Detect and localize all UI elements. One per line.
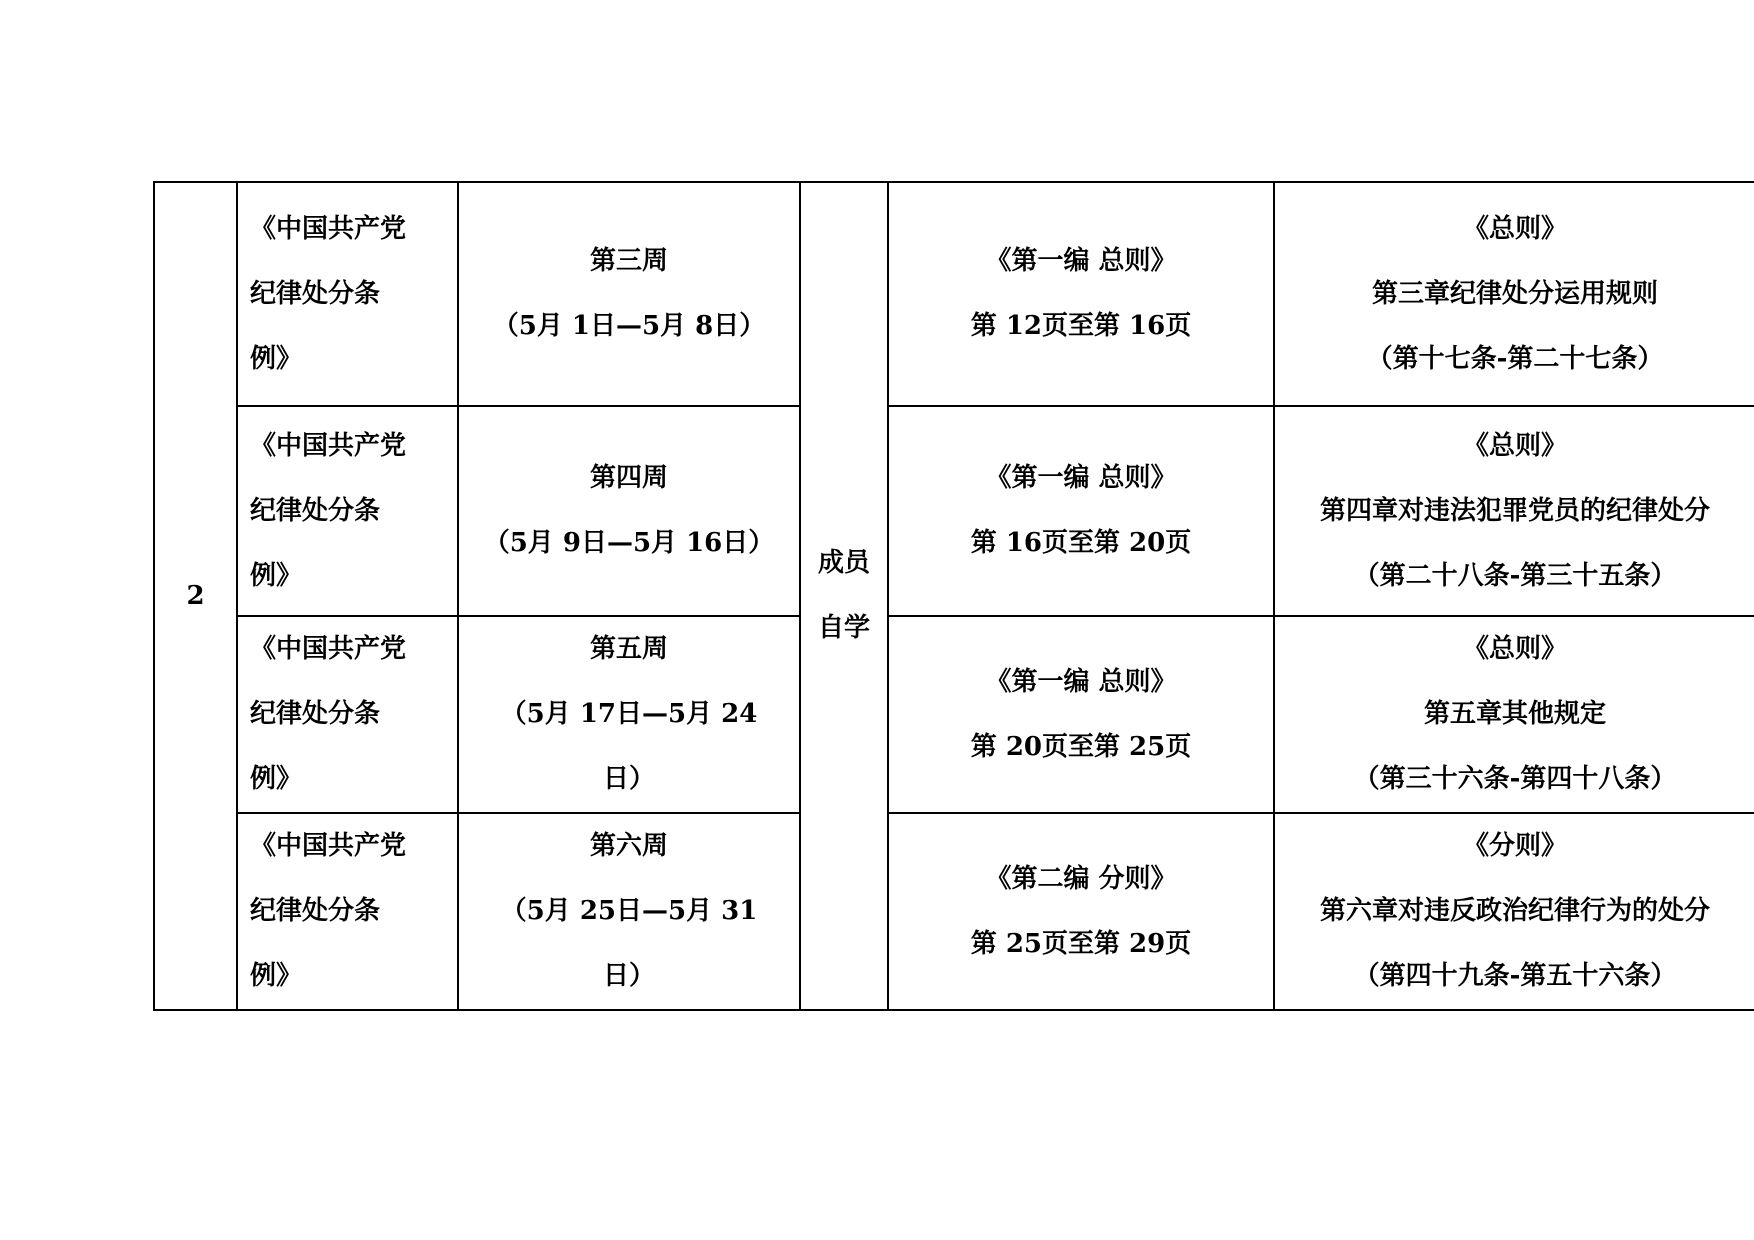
chapter-title: 第五章其他规定 [1423, 699, 1606, 729]
part-title: 《总则》 [1462, 213, 1567, 244]
date-range-line: 日） [602, 764, 655, 794]
book-title-cell [237, 813, 458, 1010]
part-title: 《分则》 [1462, 831, 1567, 861]
book-title-line: 纪律处分条 [250, 699, 381, 729]
table-row [154, 813, 1754, 1010]
page-range: 第 12页至第 16页 [970, 311, 1192, 341]
book-title-line: 《中国共产党 [250, 634, 407, 664]
section-cell [888, 813, 1274, 1010]
table-row [154, 182, 1754, 406]
table-row [154, 406, 1754, 616]
page-range: 第 25页至第 29页 [970, 928, 1192, 959]
section-title: 《第一编 总则》 [985, 666, 1177, 697]
section-title: 《第一编 总则》 [985, 463, 1177, 493]
date-range-line: （5月 17日—5月 24 [500, 699, 758, 729]
book-title-line: 纪律处分条 [250, 278, 381, 309]
week-cell [458, 616, 800, 813]
week-label: 第五周 [589, 634, 668, 664]
book-title-line: 纪律处分条 [250, 896, 381, 926]
book-title-cell [237, 616, 458, 813]
study-schedule-table [153, 181, 1754, 1011]
part-title: 《总则》 [1462, 430, 1567, 461]
section-cell [888, 406, 1274, 616]
book-title-line: 例》 [250, 764, 303, 794]
book-title-line: 《中国共产党 [250, 831, 407, 861]
section-title: 《第一编 总则》 [985, 246, 1177, 276]
article-range: （第三十六条-第四十八条） [1353, 764, 1677, 794]
book-title-line: 《中国共产党 [250, 430, 407, 461]
week-cell [458, 406, 800, 616]
study-method-line: 自学 [817, 613, 870, 643]
section-title: 《第二编 分则》 [985, 863, 1177, 894]
study-method-line: 成员 [817, 548, 870, 578]
week-cell [458, 182, 800, 406]
book-title-line: 例》 [250, 961, 303, 991]
sequence-number: 2 [186, 580, 205, 611]
chapter-cell [1274, 182, 1754, 406]
page-range: 第 20页至第 25页 [970, 731, 1192, 762]
book-title-line: 纪律处分条 [250, 495, 381, 526]
book-title-line: 例》 [250, 343, 303, 374]
article-range: （第十七条-第二十七条） [1366, 343, 1664, 374]
book-title-line: 《中国共产党 [250, 213, 407, 244]
week-cell [458, 813, 800, 1010]
table-row [154, 616, 1754, 813]
date-range-line: （5月 25日—5月 31 [500, 896, 758, 926]
section-cell [888, 616, 1274, 813]
chapter-title: 第四章对违法犯罪党员的纪律处分 [1319, 495, 1710, 526]
date-range: （5月 9日—5月 16日） [483, 528, 775, 558]
week-label: 第六周 [589, 831, 668, 861]
chapter-cell [1274, 813, 1754, 1010]
article-range: （第二十八条-第三十五条） [1353, 560, 1677, 591]
chapter-title: 第六章对违反政治纪律行为的处分 [1319, 896, 1710, 926]
book-title-cell [237, 182, 458, 406]
sequence-number-cell [154, 182, 237, 1010]
chapter-cell [1274, 406, 1754, 616]
week-label: 第四周 [589, 463, 668, 493]
date-range-line: 日） [602, 961, 655, 991]
study-method-cell [800, 182, 888, 1010]
chapter-title: 第三章纪律处分运用规则 [1371, 278, 1658, 309]
page-range: 第 16页至第 20页 [970, 528, 1192, 558]
part-title: 《总则》 [1462, 634, 1567, 664]
week-label: 第三周 [589, 246, 668, 276]
date-range: （5月 1日—5月 8日） [492, 311, 766, 341]
chapter-cell [1274, 616, 1754, 813]
book-title-line: 例》 [250, 560, 303, 591]
book-title-cell [237, 406, 458, 616]
article-range: （第四十九条-第五十六条） [1353, 961, 1677, 991]
section-cell [888, 182, 1274, 406]
